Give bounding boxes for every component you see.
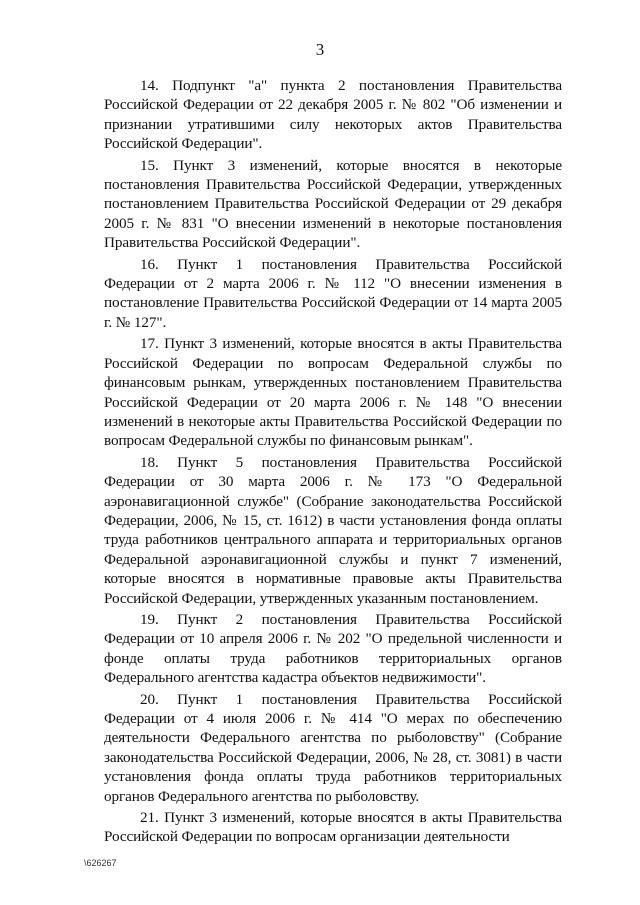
paragraph-17: 17. Пункт 3 изменений, которые вносятся в акты Правительства Российской Федерации по вопросам Федеральной службы по финансовым рынкам, утвержденных постановлением Правительства Российской Федерации от 20 марта 2006 г. № 148 "О внесении изменений в некоторые акты Правительства Российской Федерации по вопросам Федеральной службы по финансовым рынкам". — [104, 335, 562, 450]
paragraph-19: 19. Пункт 2 постановления Правительства Российской Федерации от 10 апреля 2006 г. № 202 "О предельной численности и фонде оплаты труда работников территориальных органов Федерального агентства кадастра объектов недвижимости". — [104, 610, 562, 687]
paragraph-16: 16. Пункт 1 постановления Правительства Российской Федерации от 2 марта 2006 г. № 112 "О внесении изменения в постановление Правительства Российской Федерации от 14 марта 2005 г. № 127". — [104, 255, 562, 331]
paragraph-14: 14. Подпункт "а" пункта 2 постановления Правительства Российской Федерации от 22 декабря 2005 г. № 802 "Об изменении и признании утратившими силу некоторых актов Правительства Российской Федерации". — [104, 77, 562, 153]
page-number: 3 — [315, 40, 325, 59]
document-code: \626267 — [84, 858, 117, 868]
paragraph-18: 18. Пункт 5 постановления Правительства Российской Федерации от 30 марта 2006 г. № 173 "О Федеральной аэронавигационной службе" (Собрание законодательства Российской Федерации, 2006, № 15, ст. 1612) в части установления фонда оплаты труда работников центрального аппарата и территориальных органов Федеральной аэронавигационной службы и пункт 7 изменений, которые вносятся в нормативные правовые акты Правительства Российской Федерации, утвержденных указанным постановлением. — [104, 453, 562, 607]
document-body — [104, 76, 562, 849]
paragraph-15: 15. Пункт 3 изменений, которые вносятся в некоторые постановления Правительства Российской Федерации, утвержденных постановлением Правительства Российской Федерации от 29 декабря 2005 г. № 831 "О внесении изменений в некоторые постановления Правительства Российской Федерации". — [104, 156, 562, 252]
paragraph-20: 20. Пункт 1 постановления Правительства Российской Федерации от 4 июля 2006 г. № 414 "О мерах по обеспечению деятельности Федерального агентства по рыболовству" (Собрание законодательства Российской Федерации, 2006, № 28, ст. 3081) в части установления фонда оплаты труда работников территориальных органов Федерального агентства по рыболовству. — [104, 690, 562, 805]
paragraph-21: 21. Пункт 3 изменений, которые вносятся в акты Правительства Российской Федерации по вопросам организации деятельности — [104, 809, 562, 846]
